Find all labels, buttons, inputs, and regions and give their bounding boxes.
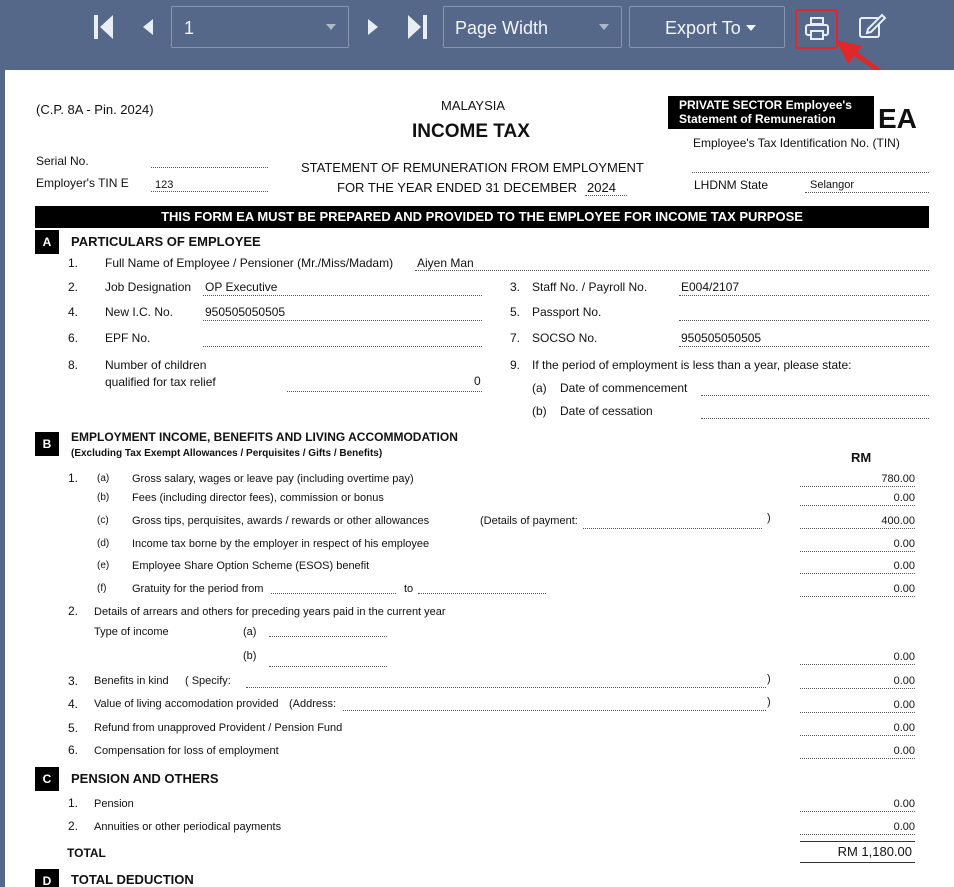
cessation-mark: (b) [532, 404, 547, 418]
item-number: 2. [68, 819, 79, 833]
details-label: (Details of payment: [480, 515, 578, 527]
close-paren: ) [767, 512, 771, 524]
item-mark: (a) [97, 473, 110, 484]
children-value: 0 [474, 374, 481, 388]
section-d-letter: D [35, 869, 59, 887]
value-line [800, 735, 915, 736]
value-line [800, 834, 915, 835]
chevron-down-icon [326, 24, 336, 30]
ic-line [203, 320, 482, 321]
item-number: 3. [68, 674, 79, 688]
staff-line [679, 295, 929, 296]
total-rule [800, 841, 915, 842]
pension-label: Pension [94, 798, 134, 810]
specify-label: ( Specify: [185, 675, 231, 687]
value-line [800, 811, 915, 812]
socso-value: 950505050505 [681, 331, 762, 345]
staff-value: E004/2107 [681, 280, 740, 294]
item-number: 5. [510, 305, 521, 319]
gross-salary-label: Gross salary, wages or leave pay (including overtime pay) [132, 473, 414, 485]
value-line [800, 758, 915, 759]
statement-line-1: STATEMENT OF REMUNERATION FROM EMPLOYMENT [301, 160, 644, 175]
job-line [203, 295, 482, 296]
country-label: MALAYSIA [441, 98, 506, 113]
item-number: 9. [510, 358, 521, 372]
address-label: (Address: [289, 698, 337, 710]
children-label-2: qualified for tax relief [105, 375, 216, 389]
refund-value: 0.00 [893, 722, 915, 734]
zoom-select[interactable] [443, 6, 622, 48]
last-page-icon[interactable] [406, 14, 428, 40]
value-line [800, 688, 915, 689]
pension-value: 0.00 [893, 798, 915, 810]
item-mark: (b) [97, 492, 110, 503]
value-line [800, 505, 915, 506]
children-line [287, 391, 482, 392]
section-b-subtitle: (Excluding Tax Exempt Allowances / Perquisites / Gifts / Benefits) [71, 448, 383, 459]
fees-label: Fees (including director fees), commission or bonus [132, 492, 384, 504]
full-name-line [415, 270, 929, 271]
year-line [585, 195, 627, 196]
badge-line-2: Statement of Remuneration [679, 112, 836, 126]
zoom-value: Page Width [455, 18, 549, 38]
income-tax-borne-label: Income tax borne by the employer in respect of his employee [132, 538, 430, 550]
item-mark: (d) [97, 538, 110, 549]
item-number: 8. [68, 358, 79, 372]
next-page-icon[interactable] [366, 18, 380, 36]
tin-label: Employee's Tax Identification No. (TIN) [693, 136, 900, 150]
item-number: 3. [510, 280, 521, 294]
gratuity-to-label: to [404, 583, 414, 595]
section-d-title: TOTAL DEDUCTION [71, 872, 194, 887]
ic-value: 950505050505 [205, 305, 286, 319]
item-number: 4. [68, 305, 79, 319]
form-title: INCOME TAX [412, 121, 530, 142]
lhdnm-label: LHDNM State [694, 178, 769, 192]
fees-value: 0.00 [893, 492, 915, 504]
section-c-title: PENSION AND OTHERS [71, 771, 219, 786]
value-line [800, 528, 915, 529]
section-a-title: PARTICULARS OF EMPLOYEE [71, 234, 261, 249]
lhdnm-line [805, 192, 929, 193]
commence-mark: (a) [532, 381, 547, 395]
esos-label: Employee Share Option Scheme (ESOS) benefit [132, 560, 370, 572]
children-label-1: Number of children [105, 358, 207, 372]
period-label: If the period of employment is less than a year, please state: [532, 358, 852, 372]
comp-label: Compensation for loss of employment [94, 745, 279, 757]
close-paren: ) [767, 696, 771, 708]
value-line [800, 573, 915, 574]
tips-value: 400.00 [881, 515, 915, 527]
full-name-value: Aiyen Man [417, 256, 474, 270]
total-label: TOTAL [67, 846, 106, 860]
annuity-value: 0.00 [893, 821, 915, 833]
item-number: 7. [510, 331, 521, 345]
annuity-label: Annuities or other periodical payments [94, 821, 282, 833]
gross-salary-value: 780.00 [881, 473, 915, 485]
item-number: 6. [68, 743, 79, 757]
tin-line [692, 172, 929, 173]
employer-tin-value: 123 [155, 179, 174, 191]
socso-line [679, 346, 929, 347]
item-number: 6. [68, 331, 79, 345]
lhdnm-value: Selangor [810, 179, 855, 191]
living-value: 0.00 [893, 699, 915, 711]
refund-label: Refund from unapproved Provident / Pension Fund [94, 722, 343, 734]
form-banner: THIS FORM EA MUST BE PREPARED AND PROVIDED TO THE EMPLOYEE FOR INCOME TAX PURPOSE [35, 206, 929, 228]
socso-label: SOCSO No. [532, 331, 598, 345]
employer-tin-line [151, 191, 268, 192]
job-value: OP Executive [205, 280, 278, 294]
type-b-line [269, 666, 387, 667]
item-number: 1. [68, 471, 79, 485]
serial-line [151, 167, 268, 168]
close-paren: ) [767, 673, 771, 685]
report-page [5, 70, 954, 887]
cessation-line [701, 418, 929, 419]
export-button[interactable] [629, 6, 785, 48]
gratuity-value: 0.00 [893, 583, 915, 595]
gratuity-from-line [271, 593, 396, 594]
section-b-title: EMPLOYMENT INCOME, BENEFITS AND LIVING ACCOMMODATION [71, 430, 458, 444]
comp-value: 0.00 [893, 745, 915, 757]
item-number: 2. [68, 280, 79, 294]
epf-line [203, 346, 482, 347]
printer-icon [804, 16, 830, 42]
item-number: 2. [68, 604, 79, 618]
first-page-icon[interactable] [93, 14, 115, 40]
ic-label: New I.C. No. [105, 305, 174, 319]
form-reference: (C.P. 8A - Pin. 2024) [36, 102, 154, 117]
page-number-value: 1 [184, 18, 195, 38]
living-label: Value of living accomodation provided [94, 698, 279, 710]
epf-label: EPF No. [105, 331, 151, 345]
serial-label: Serial No. [36, 154, 89, 168]
form-type-badge [668, 96, 874, 129]
gratuity-to-line [418, 593, 546, 594]
item-mark: (f) [97, 583, 107, 594]
statement-line-2: FOR THE YEAR ENDED 31 DECEMBER [337, 180, 578, 195]
type-a-mark: (a) [243, 626, 257, 638]
job-label: Job Designation [105, 280, 192, 294]
value-line [800, 664, 915, 665]
value-line [800, 712, 915, 713]
total-underline [800, 862, 915, 863]
total-value: RM 1,180.00 [837, 844, 912, 859]
gratuity-label: Gratuity for the period from [132, 583, 264, 595]
caret-down-icon [746, 25, 756, 31]
item-number: 4. [68, 697, 79, 711]
form-code: EA [878, 103, 917, 134]
bik-value: 0.00 [893, 675, 915, 687]
item-number: 1. [68, 256, 79, 270]
section-b-letter: B [35, 432, 59, 456]
item-mark: (c) [97, 515, 109, 526]
type-b-mark: (b) [243, 650, 257, 662]
cessation-label: Date of cessation [560, 404, 653, 418]
section-c-letter: C [35, 767, 59, 791]
type-a-line [269, 636, 387, 637]
full-name-label: Full Name of Employee / Pensioner (Mr./Miss/Madam) [105, 256, 394, 270]
type-of-income-label: Type of income [94, 626, 169, 638]
bik-label: Benefits in kind [94, 675, 169, 687]
passport-label: Passport No. [532, 305, 602, 319]
details-line [583, 528, 762, 529]
esos-value: 0.00 [893, 560, 915, 572]
page-number-select[interactable] [171, 6, 349, 48]
passport-line [679, 320, 929, 321]
item-number: 1. [68, 796, 79, 810]
export-label: Export To [665, 18, 741, 38]
item-mark: (e) [97, 560, 110, 571]
badge-line-1: PRIVATE SECTOR Employee's [679, 98, 852, 112]
address-line [343, 710, 766, 711]
commence-line [701, 395, 929, 396]
income-tax-borne-value: 0.00 [893, 538, 915, 550]
employer-tin-label: Employer's TIN E [36, 176, 129, 190]
commence-label: Date of commencement [560, 381, 688, 395]
value-line [800, 551, 915, 552]
tips-label: Gross tips, perquisites, awards / rewards or other allowances [132, 515, 430, 527]
chevron-down-icon [599, 24, 609, 30]
value-line [800, 596, 915, 597]
statement-year: 2024 [587, 180, 616, 195]
specify-line [246, 687, 766, 688]
item-number: 5. [68, 721, 79, 735]
rm-heading: RM [851, 450, 872, 465]
staff-label: Staff No. / Payroll No. [532, 280, 648, 294]
report-toolbar [0, 0, 954, 70]
section-a-letter: A [35, 230, 59, 254]
previous-page-icon[interactable] [141, 18, 155, 36]
arrears-value: 0.00 [893, 651, 915, 663]
value-line [800, 486, 915, 487]
arrears-label: Details of arrears and others for preceding years paid in the current year [94, 606, 446, 618]
